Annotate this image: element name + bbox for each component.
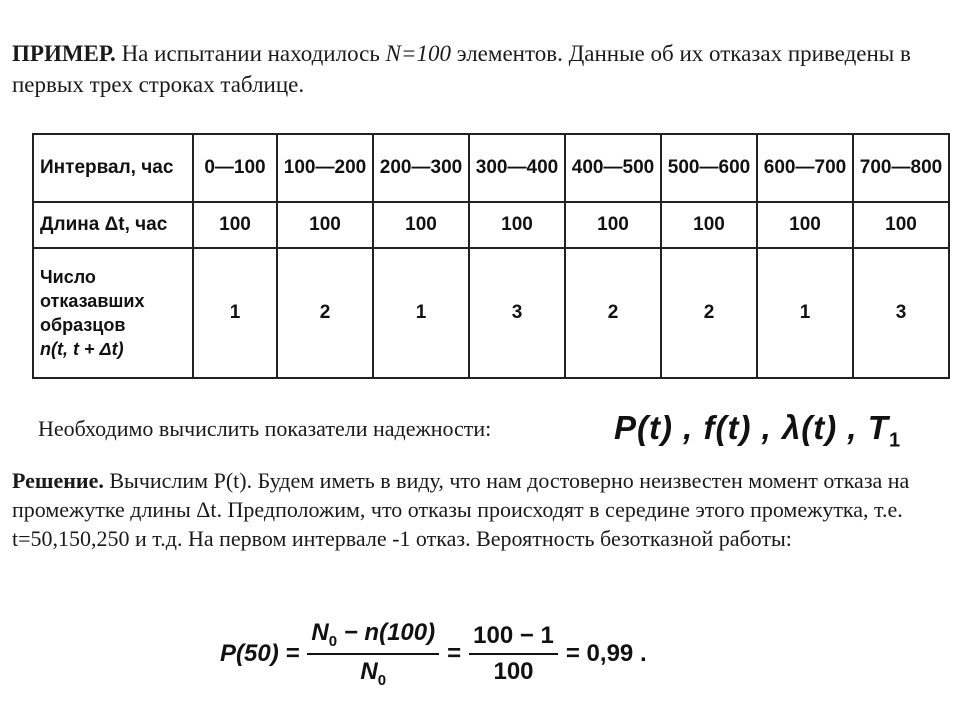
failure-cell: 2 — [661, 248, 757, 378]
solution-text: Вычислим P(t). Будем иметь в виду, что нам достоверно неизвестен момент отказа на промежутке длины Δt. Предположим, что отказы происходят в середине этого промежутка, т.е. t=50,150,250 и т.д. На первом интервале -1 отказ. Вероятность безотказной работы: — [12, 468, 910, 551]
fraction-numeric-numerator: 100 − 1 — [469, 622, 558, 655]
failure-cell: 2 — [565, 248, 661, 378]
formula-lhs: P(50) = — [220, 640, 300, 667]
interval-cell: 500—600 — [661, 134, 757, 202]
formula-result: = 0,99 . — [565, 640, 647, 667]
probability-formula — [220, 612, 647, 696]
length-cell: 100 — [661, 202, 757, 248]
failure-data-table — [32, 133, 950, 379]
header-failures — [33, 248, 193, 378]
fraction-numeric-denominator: 100 — [493, 658, 534, 685]
header-length: Длина Δt, час — [33, 202, 193, 248]
length-cell: 100 — [757, 202, 853, 248]
interval-cell: 400—500 — [565, 134, 661, 202]
failure-cell: 1 — [757, 248, 853, 378]
required-metrics-text: Необходимо вычислить показатели надежности: — [38, 416, 492, 441]
length-cell: 100 — [565, 202, 661, 248]
failure-cell: 2 — [277, 248, 373, 378]
failure-cell: 1 — [193, 248, 277, 378]
failure-cell: 3 — [853, 248, 949, 378]
intro-n-value: N=100 — [385, 41, 451, 66]
reliability-metrics-formula — [614, 406, 901, 463]
length-cell: 100 — [469, 202, 565, 248]
table-row-intervals — [33, 134, 949, 202]
fraction-symbolic-numerator — [307, 619, 439, 655]
table-row-failures — [33, 248, 949, 378]
metrics-list: P(t) , f(t) , λ(t) , T — [614, 409, 889, 446]
length-cell: 100 — [853, 202, 949, 248]
interval-cell: 600—700 — [757, 134, 853, 202]
failure-cell: 1 — [373, 248, 469, 378]
intro-text-after: элементов. Данные об их отказах приведены в первых трех строках таблице. — [12, 41, 911, 97]
interval-cell: 0—100 — [193, 134, 277, 202]
num-rest: − n(100) — [337, 619, 436, 647]
interval-cell: 200—300 — [373, 134, 469, 202]
length-cell: 100 — [277, 202, 373, 248]
failure-cell: 3 — [469, 248, 565, 378]
interval-cell: 700—800 — [853, 134, 949, 202]
intro-paragraph — [12, 38, 942, 100]
den-n: N — [360, 658, 378, 685]
interval-cell: 300—400 — [469, 134, 565, 202]
solution-paragraph — [12, 466, 947, 553]
intro-lead: ПРИМЕР. — [12, 41, 116, 66]
num-n: N — [311, 619, 329, 647]
fraction-symbolic — [307, 619, 439, 689]
den-n-sub: 0 — [377, 671, 387, 689]
fraction-symbolic-denominator — [360, 655, 386, 689]
num-n-sub: 0 — [328, 633, 338, 650]
header-interval: Интервал, час — [33, 134, 193, 202]
solution-lead: Решение. — [12, 468, 104, 493]
table-row-lengths — [33, 202, 949, 248]
fraction-numeric — [469, 622, 558, 686]
intro-text-before: На испытании находилось — [115, 41, 386, 66]
length-cell: 100 — [373, 202, 469, 248]
header-failures-formula: n(t, t + Δt) — [40, 339, 124, 359]
formula-equals: = — [447, 640, 462, 667]
length-cell: 100 — [193, 202, 277, 248]
header-failures-label: Число отказавших образцов — [40, 267, 145, 335]
interval-cell: 100—200 — [277, 134, 373, 202]
metrics-subscript: 1 — [888, 429, 902, 452]
